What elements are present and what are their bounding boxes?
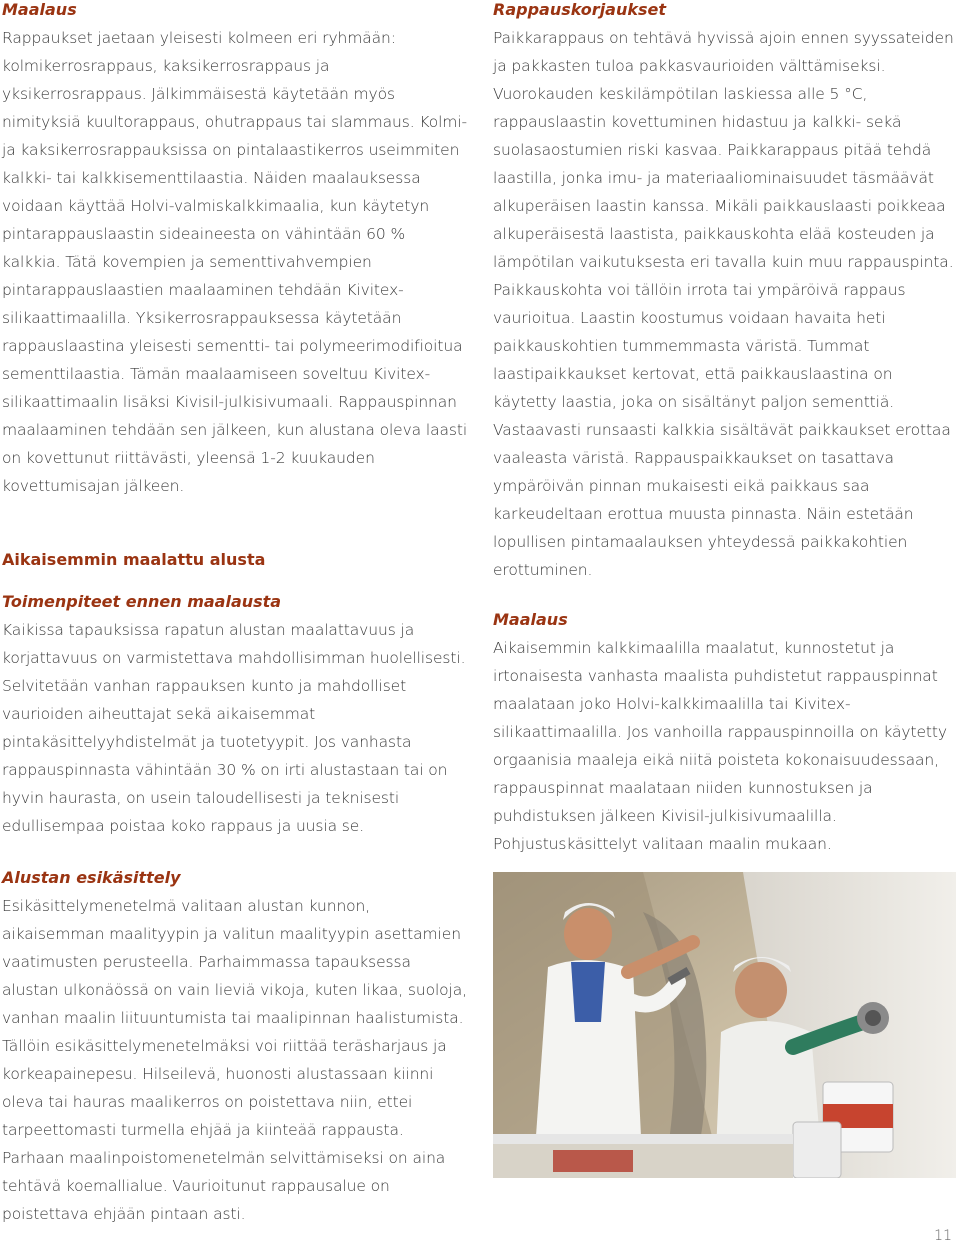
section-heading-alustan-esikasittely: Alustan esikäsittely bbox=[2, 868, 181, 887]
page-number: 11 bbox=[934, 1228, 952, 1244]
section-paragraph-toimenpiteet: Kaikissa tapauksissa rapatun alustan maalattavuus ja korjattavuus on varmistettava mahdollisimman huolellisesti. Selvitetään vanhan rappauksen kunto ja mahdolliset vaurioiden aiheuttajat sekä aikaisemmat pintakäsittelyyhdistelmät ja tuotetyypit. Jos vanhasta rappauspinnasta vähintään 30 % on irti alustastaan tai on hyvin haurasta, on usein taloudellisesti ja teknisesti edullisempaa poistaa koko rappaus ja uusia se. bbox=[2, 621, 466, 835]
left-column bbox=[2, 0, 468, 1228]
section-heading-maalaus: Maalaus bbox=[2, 0, 77, 19]
section-heading-rappauskorjaukset: Rappauskorjaukset bbox=[493, 0, 667, 19]
section-heading-aikaisemmin-maalattu-alusta: Aikaisemmin maalattu alusta bbox=[2, 550, 266, 569]
right-column bbox=[493, 0, 955, 858]
spacer bbox=[2, 570, 468, 592]
section-heading-toimenpiteet: Toimenpiteet ennen maalausta bbox=[2, 592, 282, 611]
section-paragraph-maalaus: Rappaukset jaetaan yleisesti kolmeen eri ryhmään: kolmikerrosrappaus, kaksikerrosrappaus ja yksikerrosrappaus. Jälkimmäisestä käytetään myös nimityksiä kuultorappaus, ohutrappaus tai slammaus. Kolmi- ja kaksikerrosrappauksissa on pintalaastikerros useimmiten kalkki- tai kalkkisementtilaastia. Näiden maalauksessa voidaan käyttää Holvi-valmiskalkkimaalia, kun käytetyn pintarappauslaastin sideaineesta on vähintään 60 % kalkkia. Tätä kovempien ja sementtivahvempien pintarappauslaastien maalaaminen tehdään Kivitex-silikaattimaalilla. Yksikerrosrappauksessa käytetään rappauslaastina yleisesti sementti- tai polymeerimodifioitua sementtilaastia. Tämän maalaamiseen soveltuu Kivitex-silikaattimaalin lisäksi Kivisil-julkisivumaali. Rappauspinnan maalaaminen tehdään sen jälkeen, kun alustana oleva laasti on kovettunut riittävästi, yleensä 1-2 kuukauden kovettumisajan jälkeen. bbox=[2, 29, 468, 495]
section-paragraph-alustan-esikasittely: Esikäsittelymenetelmä valitaan alustan kunnon, aikaisemman maalityypin ja valitun maalityypin asettamien vaatimusten perusteella. Parhaimmassa tapauksessa alustan ulkonäössä on vain lieviä vikoja, kuten likaa, suoloja, vanhan maalin liituuntumista tai maalipinnan haalistumista. Tällöin esikäsittelymenetelmäksi voi riittää teräsharjaus ja korkeapainepesu. Hilseilevä, huonosti alustassaan kiinni oleva tai hauras maalikerros on poistettava niin, ettei tarpeettomasti turmella ehjää ja kiinteää rappausta. Parhaan maalinpoistomenetelmän selvittämiseksi on aina tehtävä koemallialue. Vaurioitunut rappausalue on poistettava ehjään pintaan asti. bbox=[2, 897, 467, 1223]
section-paragraph-maalaus-right: Aikaisemmin kalkkimaalilla maalatut, kunnostetut ja irtonaisesta vanhasta maalista puhdistetut rappauspinnat maalataan joko Holvi-kalkkimaalilla tai Kivitex-silikaattimaalilla. Jos vanhoilla rappauspinnoilla on käytetty orgaanisia maaleja eikä niitä poisteta kokonaisuudessaan, rappauspinnat maalataan niiden kunnostuksen ja puhdistuksen jälkeen Kivisil-julkisivumaalilla. Pohjustuskäsittelyt valitaan maalin mukaan. bbox=[493, 639, 947, 853]
section-heading-maalaus-right: Maalaus bbox=[493, 610, 568, 629]
spacer bbox=[493, 584, 955, 610]
photo-workers-plastering-wall bbox=[493, 872, 956, 1178]
spacer bbox=[2, 840, 468, 868]
photo-illustration bbox=[493, 872, 956, 1178]
section-paragraph-rappauskorjaukset: Paikkarappaus on tehtävä hyvissä ajoin ennen syyssateiden ja pakkasten tuloa pakkasvaurioiden välttämiseksi. Vuorokauden keskilämpötilan laskiessa alle 5 °C, rappauslaastin kovettuminen hidastuu ja kalkki- sekä suolasaostumien riski kasvaa. Paikkarappaus pitää tehdä laastilla, jonka imu- ja materiaaliominaisuudet täsmäävät alkuperäisen laastin kanssa. Mikäli paikkauslaasti poikkeaa alkuperäisestä laastista, paikkauskohta elää kosteuden ja lämpötilan vaikutuksesta eri tavalla kuin muu rappauspinta. Paikkauskohta voi tällöin irrota tai ympäröivä rappaus vaurioitua. Laastin koostumus voidaan havaita heti paikkauskohtien tummemmasta väristä. Tummat laastipaikkaukset kertovat, että paikkauslaastina on käytetty laastia, joka on sisältänyt paljon sementtiä. Vastaavasti runsaasti kalkkia sisältävät paikkaukset erottaa vaaleasta väristä. Rappauspaikkaukset on tasattava ympäröivän pinnan mukaisesti eikä paikkaus saa karkeudeltaan erottua muusta pinnasta. Näin estetään lopullisen pintamaalauksen yhteydessä paikkakohtien erottuminen. bbox=[493, 29, 954, 579]
spacer bbox=[2, 500, 468, 550]
